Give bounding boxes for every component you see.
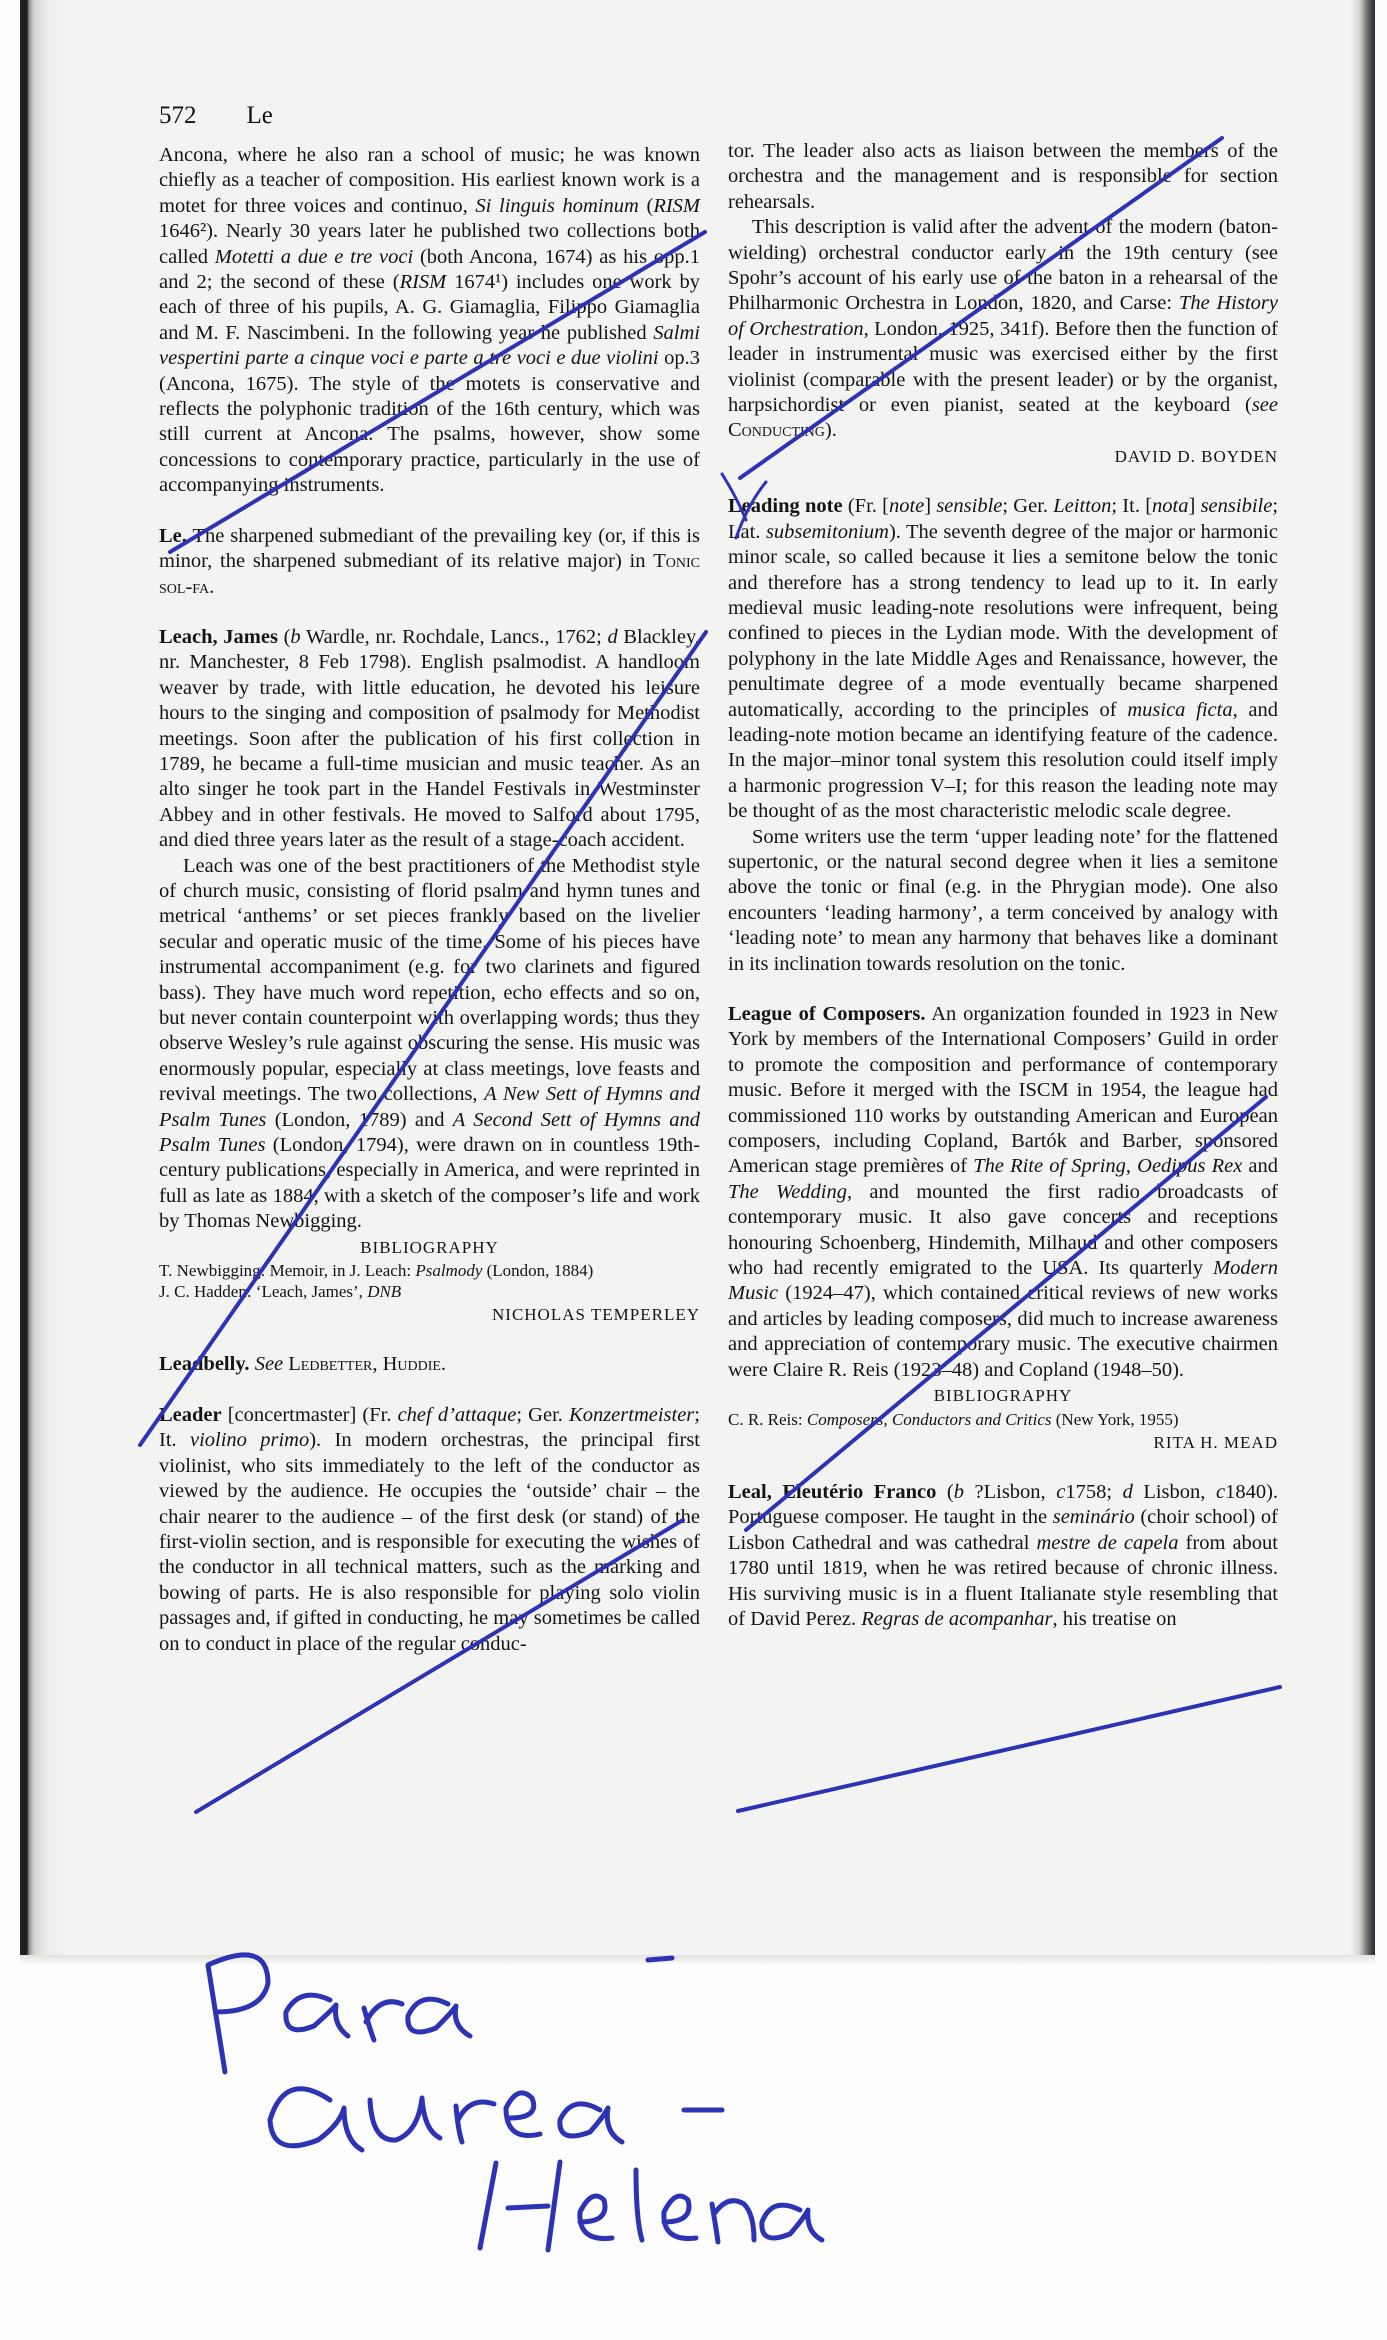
cross-ref-conducting: Conducting (728, 419, 825, 442)
bibliography-item: C. R. Reis: Composers, Conductors and Critics (New York, 1955) (728, 1409, 1179, 1429)
strike-line-leader (196, 1520, 683, 1812)
handwritten-note (208, 1955, 822, 2250)
headword-leal: Leal, Eleutério Franco (728, 1480, 937, 1503)
entry-league-of-composers: League of Composers. An organization founded in 1923 in New York by members of the International Composers’ Guild in order to promote the composition and performance of contemporary music. Before it merged with the ISCM in 1954, the league had commissioned 110 works by outstanding American and European composers, including Copland, Bartók and Barber, sponsored American stage premières of The Rite of Spring, Oedipus Rex and The Wedding, and mounted the first radio broadcasts of contemporary music. It also gave concerts and receptions honouring Schoenberg, Hindemith, Milhaud and other composers who had recently emigrated to the USA. Its quarterly Modern Music (1924–47), which contained critical reviews of new works and articles by leading composers, did much to increase awareness and appreciation of contemporary music. The executive chairmen were Claire R. Reis (1923–48) and Copland (1948–50). (728, 1003, 1279, 1381)
author-signature: NICHOLAS TEMPERLEY (492, 1305, 700, 1325)
author-signature: RITA H. MEAD (1153, 1432, 1278, 1452)
headword-le: Le. (159, 524, 187, 547)
leading-note-paragraph-2: Some writers use the term ‘upper leading note’ for the flattened supertonic, or the natural second degree when it lies a semitone above the tonic or final (e.g. in the Phrygian mode). One also encounters ‘leading harmony’, a term conceived by analogy with ‘leading note’ to mean any harmony that behaves like a dominant in its inclination towards resolution on the tonic. (728, 825, 1278, 975)
strike-line-leader-cont (740, 138, 1222, 478)
check-mark-leading-note (722, 474, 766, 538)
strike-line-leal (738, 1687, 1280, 1811)
running-head-word: Le (246, 102, 273, 129)
entry-leadbelly: Leadbelly. See Ledbetter, Huddie. (159, 1353, 447, 1376)
strike-line-leach (140, 632, 706, 1445)
cross-ref-ledbetter: Ledbetter, Huddie. (288, 1353, 447, 1376)
entry-leader-continuation: tor. The leader also acts as liaison between the members of the orchestra and the management and is responsible for section rehearsals. (728, 140, 1278, 213)
headword-leading-note: Leading note (728, 495, 843, 518)
handwriting-aurea (270, 1958, 722, 2150)
handwriting-helena (480, 2162, 822, 2250)
bibliography-heading: BIBLIOGRAPHY (933, 1386, 1073, 1406)
cross-ref-tonic-sol-fa: Tonic sol-fa. (159, 550, 700, 598)
entry-leading-note: Leading note (Fr. [note] sensible; Ger. Leitton; It. [nota] sensibile; Lat. subsemitonium). The seventh degree of the major or harmonic minor scale, so called because it lies a semitone below the tonic and therefore has a strong tendency to lead up to it. In early medieval music leading-note resolutions were infrequent, being confined to pieces in the Lydian mode. With the development of polyphony in the late Middle Ages and Renaissance, however, the penultimate degree of a mode eventually became sharpened automatically, according to the principles of musica ficta, and leading-note motion became an identifying feature of the cadence. In the major–minor tonal system this resolution could itself imply a harmonic progression V–I; for this reason the leading note may be thought of as the most characteristic melodic scale degree. (728, 495, 1279, 823)
entry-leal: Leal, Eleutério Franco (b ?Lisbon, c1758; d Lisbon, c1840). Portuguese composer. He taught in the seminário (choir school) of Lisbon Cathedral and was cathedral mestre de capela from about 1780 until 1819, when he was retired because of chronic illness. His surviving music is in a fluent Italianate style resembling that of David Perez. Regras de acompanhar, his treatise on (728, 1480, 1279, 1630)
entry-leach-james: Leach, James (b Wardle, nr. Rochdale, Lancs., 1762; d Blackley, nr. Manchester, 8 Feb 1798). English psalmodist. A handloom weaver by trade, with little education, he devoted his leisure hours to the singing and composition of psalmody for Methodist meetings. Soon after the publication of his first collection in 1789, he became a full-time musician and music teacher. As an alto singer he took part in the Handel Festivals in Westminster Abbey and in other festivals. He moved to Salford about 1795, and died three years later as the result of a stage-coach accident. (159, 625, 700, 852)
strike-line-league (746, 1097, 1266, 1530)
bibliography-item: J. C. Hadden: ‘Leach, James’, DNB (159, 1282, 402, 1302)
headword-leach-james: Leach, James (159, 625, 278, 648)
entry-le: Le. The sharpened submediant of the prevailing key (or, if this is minor, the sharpened submediant of its relative major) in Tonic sol-fa. (159, 524, 700, 598)
leader-paragraph-2: This description is valid after the advent of the modern (baton-wielding) orchestral conductor early in the 19th century (see Spohr’s account of his early use of the baton in a rehearsal of the Philharmonic Orchestra in London, 1820, and Carse: The History of Orchestration, London, 1925, 341f). Before then the function of leader in instrumental music was exercised either by the first violinist (comparable with the present leader) or by the organist, harpsichordist or even pianist, seated at the keyboard (see Conducting). (728, 216, 1279, 442)
leach-paragraph-2: Leach was one of the best practitioners of the Methodist style of church music, consisting of florid psalm and hymn tunes and metrical ‘anthems’ or set pieces frankly based on the livelier secular and operatic music of the time. Some of his pieces have instrumental accompaniment (e.g. for two clarinets and figured bass). They have much word repetition, echo effects and so on, but never contain counterpoint with overlapping words; thus they observe Wesley’s rule against obscuring the sense. His music was enormously popular, especially at class meetings, love feasts and revival meetings. The two collections, A New Sett of Hymns and Psalm Tunes (London, 1789) and A Second Sett of Hymns and Psalm Tunes (London, 1794), were drawn on in countless 19th-century publications, especially in America, and were reprinted in full as late as 1884, with a sketch of the composer’s life and work by Thomas Newbigging. (159, 854, 700, 1233)
handwriting-para (208, 1955, 470, 2072)
headword-leadbelly: Leadbelly. (159, 1353, 250, 1376)
headword-league-of-composers: League of Composers. (728, 1003, 926, 1025)
page-number: 572 (159, 102, 197, 129)
entry-ancona-continuation: Ancona, where he also ran a school of music; he was known chiefly as a teacher of composition. His earliest known work is a motet for three voices and continuo, Si linguis hominum (RISM 1646²). Nearly 30 years later he published two collections both called Motetti a due e tre voci (both Ancona, 1674) as his opp.1 and 2; the second of these (RISM 1674¹) includes one work by each of three of his pupils, A. G. Giamaglia, Filippo Giamaglia and M. F. Nascimbeni. In the following year he published Salmi vespertini parte a cinque voci e parte a tre voci e due violini op.3 (Ancona, 1675). The style of the motets is conservative and reflects the polyphonic tradition of the 16th century, which was still current at Ancona. The psalms, however, show some concessions to contemporary practice, particularly in the use of accompanying instruments. (159, 144, 700, 497)
entry-leader: Leader [concertmaster] (Fr. chef d’attaque; Ger. Konzertmeister; It. violino primo). In modern orchestras, the principal first violinist, who sits immediately to the left of the conductor as viewed by the audience. He occupies the ‘outside’ chair – the chair nearer to the audience – of the first desk (or stand) of the first-violin section, and is responsible for executing the wishes of the conductor in all technical matters, such as the marking and bowing of parts. He is also responsible for playing solo violin passages and, if gifted in conducting, he may sometimes be called on to conduct in place of the regular conduc- (159, 1403, 700, 1655)
strike-line-ancona (170, 232, 705, 552)
author-signature: DAVID D. BOYDEN (1114, 446, 1278, 466)
bibliography-heading: BIBLIOGRAPHY (360, 1237, 499, 1257)
headword-leader: Leader (159, 1403, 222, 1426)
bibliography-item: T. Newbigging: Memoir, in J. Leach: Psalmody (London, 1884) (159, 1261, 594, 1281)
